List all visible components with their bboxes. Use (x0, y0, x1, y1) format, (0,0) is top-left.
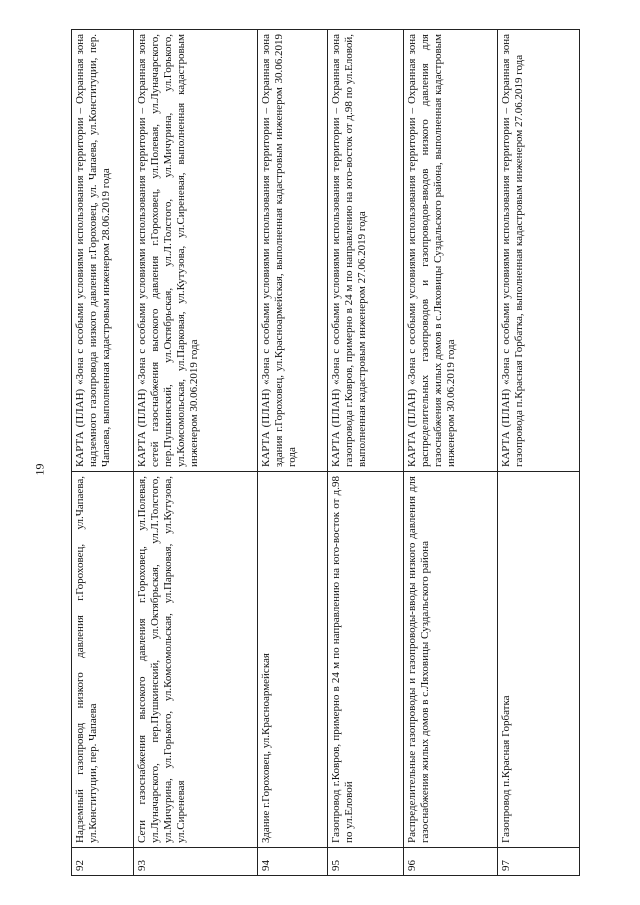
registry-table (71, 29, 580, 876)
object-description: Газопровод г.Ковров, примерно в 24 м по направлению на юго-восток от д.98 по ул.Еловой (328, 472, 404, 848)
plan-document: КАРТА (ПЛАН) «Зона с особыми условиями использования территории – Охранная зона газопровода п.Красная Горбатка, выполненная кадастровым инженером 27.06.2019 года (498, 30, 580, 472)
row-number: 94 (258, 848, 328, 876)
row-number: 92 (72, 848, 134, 876)
plan-document: КАРТА (ПЛАН) «Зона с особыми условиями использования территории – Охранная зона газопровода г.Ковров, примерно в 24 м по направлению на юго-восток от д.98 по ул.Еловой, выполненная кадастровым инженером 27.06.2019 года (328, 30, 404, 472)
table-row (328, 30, 404, 876)
plan-document: КАРТА (ПЛАН) «Зона с особыми условиями использования территории – Охранная зона надземного газопровода низкого давления г.Гороховец, ул. Чапаева, ул.Конституции, пер. Чапаева, выполненная кадастровым инженером 28.06.2019 года (72, 30, 134, 472)
rotated-table-container (71, 30, 579, 876)
object-description: Газопровод п.Красная Горбатка (498, 472, 580, 848)
object-description: Распределительные газопроводы и газопроводы-вводы низкого давления для газоснабжения жилых домов в с.Ляховицы Суздальского района (404, 472, 498, 848)
table-row (404, 30, 498, 876)
plan-document: КАРТА (ПЛАН) «Зона с особыми условиями использования территории – Охранная зона здания г.Гороховец, ул.Красноармейская, выполненная кадастровым инженером 30.06.2019 года (258, 30, 328, 472)
object-description: Сети газоснабжения высокого давления г.Гороховец, ул.Полевая, ул.Луначарского, пер.Пушкинский, ул.Октябрьская, ул.Л.Толстого, ул.Мичурина, ул.Горького, ул.Комсомольская, ул.Парковая, ул.Кутузова, ул.Сиреневая (134, 472, 258, 848)
plan-document: КАРТА (ПЛАН) «Зона с особыми условиями использования территории – Охранная зона сетей газоснабжения высокого давления г.Гороховец, ул.Полевая, ул.Луначарского, пер.Пушкинский, ул.Октябрьская, ул.Л.Толстого, ул.Мичурина, ул.Горького, ул.Комсомольская, ул.Парковая, ул.Кутузова, ул.Сиреневая, выполненная кадастровым инженером 30.06.2019 года (134, 30, 258, 472)
row-number: 93 (134, 848, 258, 876)
row-number: 97 (498, 848, 580, 876)
row-number: 96 (404, 848, 498, 876)
table-row (134, 30, 258, 876)
page-number: 19 (32, 463, 47, 476)
table-row (72, 30, 134, 876)
plan-document: КАРТА (ПЛАН) «Зона с особыми условиями использования территории – Охранная зона распределительных газопроводов и газопроводов-вводов низкого давления для газоснабжения жилых домов в с.Ляховицы Суздальского района, выполненная кадастровым инженером 30.06.2019 года (404, 30, 498, 472)
table-row (498, 30, 580, 876)
object-description: Здание г.Гороховец, ул.Красноармейская (258, 472, 328, 848)
row-number: 95 (328, 848, 404, 876)
object-description: Надземный газопровод низкого давления г.Гороховец, ул.Чапаева, ул.Конституции, пер. Чапаева (72, 472, 134, 848)
table-row (258, 30, 328, 876)
